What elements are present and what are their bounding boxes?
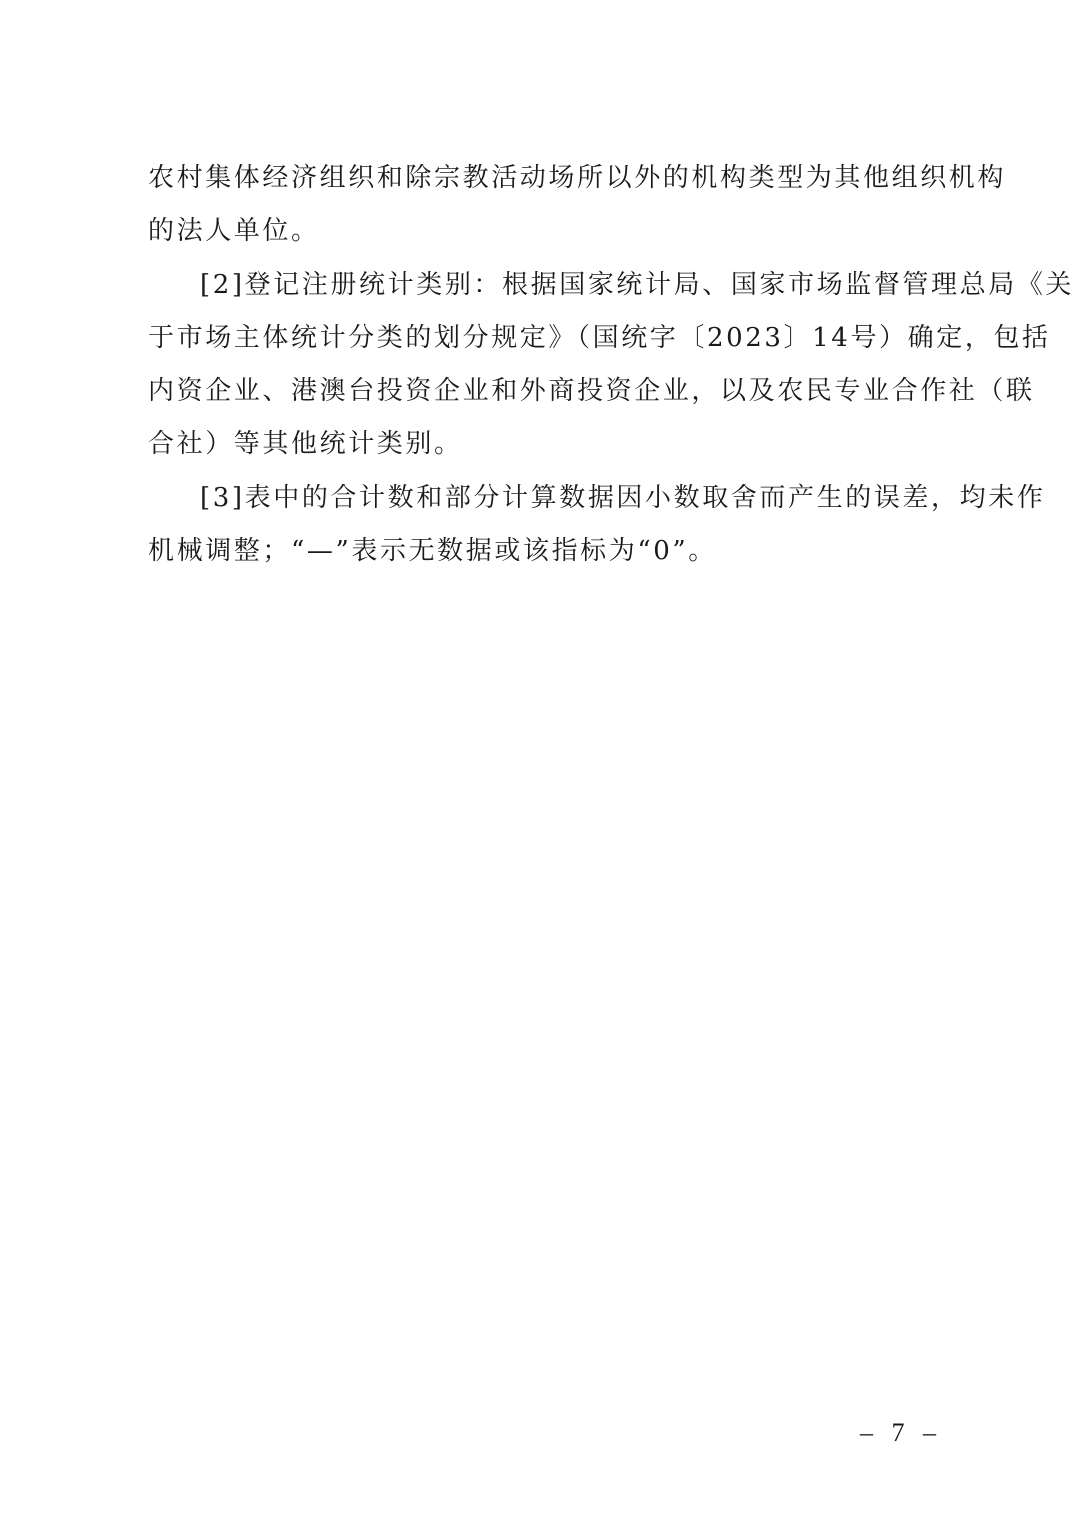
paragraph-3-line-2: 机械调整；“—”表示无数据或该指标为“0”。 — [148, 536, 717, 566]
paragraph-3-line-1: [3]表中的合计数和部分计算数据因小数取舍而产生的误差，均未作 — [200, 483, 1046, 513]
paragraph-2-line-4: 合社）等其他统计类别。 — [148, 429, 463, 459]
paragraph-2-line-2: 于市场主体统计分类的划分规定》（国统字〔2023〕14号）确定，包括 — [148, 323, 1051, 353]
paragraph-2-line-3: 内资企业、港澳台投资企业和外商投资企业，以及农民专业合作社（联 — [148, 376, 1035, 406]
paragraph-1-line-2: 的法人单位。 — [148, 216, 320, 246]
paragraph-2-line-1: [2]登记注册统计类别：根据国家统计局、国家市场监督管理总局《关 — [200, 270, 1074, 300]
paragraph-1-line-1: 农村集体经济组织和除宗教活动场所以外的机构类型为其他组织机构 — [148, 163, 1007, 193]
page-number: – 7 – — [860, 1418, 942, 1447]
